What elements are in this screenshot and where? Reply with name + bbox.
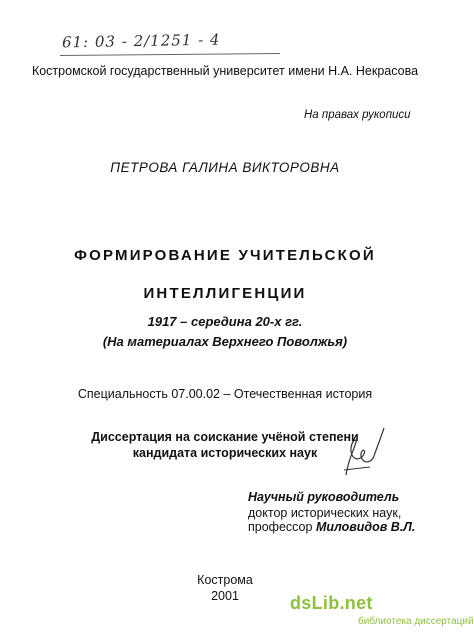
handwritten-underline <box>60 53 280 56</box>
rights-note: На правах рукописи <box>304 109 411 121</box>
author-name: ПЕТРОВА ГАЛИНА ВИКТОРОВНА <box>110 160 340 175</box>
dslib-watermark <box>290 593 373 614</box>
specialty-line: Специальность 07.00.02 – Отечественная история <box>77 387 373 401</box>
supervisor-title: профессор <box>248 520 313 534</box>
university-name: Костромской государственный университет имени Н.А. Некрасова <box>31 64 419 78</box>
dslib-logo: dsLib.net <box>290 593 373 613</box>
signature-scribble <box>326 420 396 490</box>
supervisor-role: Научный руководитель <box>248 490 400 504</box>
supervisor-name: Миловидов В.Л. <box>315 520 416 534</box>
dslib-caption: библиотека диссертаций <box>358 616 474 627</box>
archive-handwritten-number: 61: 03 - 2/1251 - 4 <box>61 30 221 52</box>
city: Кострома <box>197 573 253 587</box>
title-line-2: ИНТЕЛЛИГЕНЦИИ <box>143 285 307 302</box>
title-line-1: ФОРМИРОВАНИЕ УЧИТЕЛЬСКОЙ <box>74 247 376 264</box>
supervisor-title-name <box>248 520 415 534</box>
dissertation-line-2: кандидата исторических наук <box>132 446 318 460</box>
dissertation-line-1: Диссертация на соискание учёной степени <box>91 430 359 444</box>
year: 2001 <box>211 589 239 603</box>
subtitle-period: 1917 – середина 20-х гг. <box>147 314 303 329</box>
supervisor-degree: доктор исторических наук, <box>248 506 402 520</box>
subtitle-region: (На материалах Верхнего Поволжья) <box>102 334 348 349</box>
